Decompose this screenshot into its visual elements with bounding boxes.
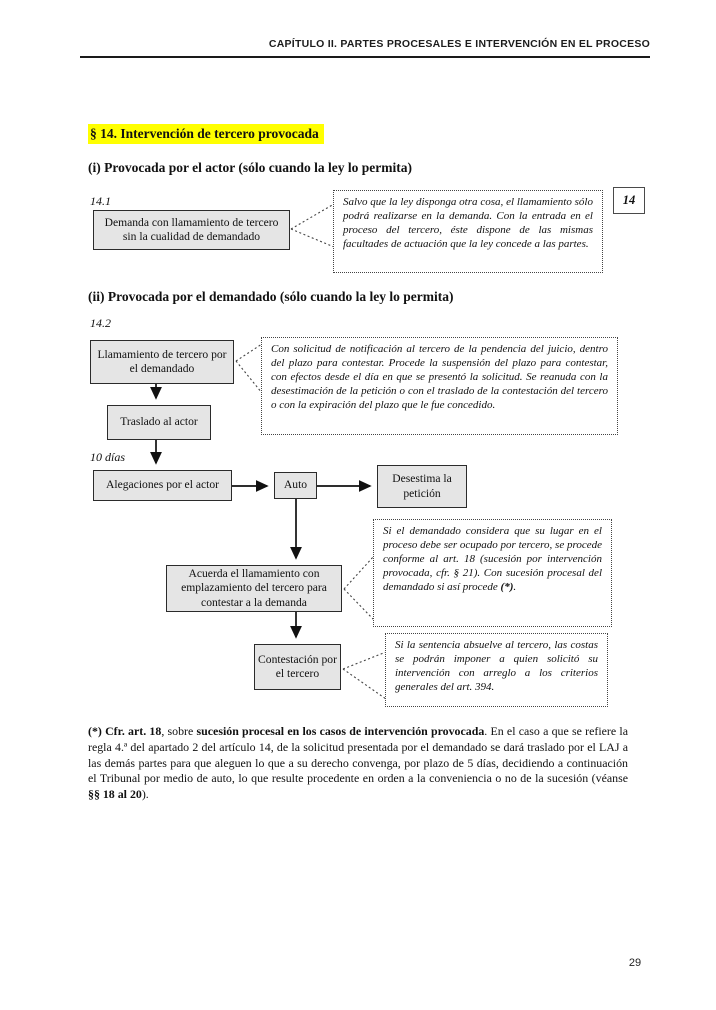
heading-provocada-demandado: (ii) Provocada por el demandado (sólo cuando la ley lo permita) bbox=[88, 289, 454, 304]
callout-note-salvo: Salvo que la ley disponga otra cosa, el llamamiento sólo podrá realizarse en la demanda. Con la entrada en el proceso del tercero, éste dispone de las mismas facultades de actuación que la ley concede a las partes. bbox=[333, 190, 603, 273]
callout-tail-costas bbox=[343, 652, 386, 699]
flow-box-acuerda: Acuerda el llamamiento con emplazamiento del tercero para contestar a la demanda bbox=[166, 565, 342, 612]
flow-box-desestima: Desestima la petición bbox=[377, 465, 467, 508]
edge-label-10-dias: 10 días bbox=[90, 450, 126, 464]
margin-number-box: 14 bbox=[613, 187, 645, 214]
section-title bbox=[88, 126, 324, 142]
heading-provocada-actor: (i) Provocada por el actor (sólo cuando la ley lo permita) bbox=[88, 160, 412, 175]
flow-box-demanda: Demanda con llamamiento de tercero sin la cualidad de demandado bbox=[93, 210, 290, 250]
section-title-highlight: § 14. Intervención de tercero provocada bbox=[88, 124, 324, 144]
flow-box-llamamiento: Llamamiento de tercero por el demandado bbox=[90, 340, 234, 384]
callout-note-sucesion: Si el demandado considera que su lugar en el proceso debe ser ocupado por tercero, se procede conforme al art. 18 (sucesión por intervención provocada, cfr. § 21). Con sucesión procesal del demandado si así procede (*). bbox=[373, 519, 612, 627]
step-label-14-1: 14.1 bbox=[90, 194, 111, 208]
callout-note-costas: Si la sentencia absuelve al tercero, las costas se podrán imponer a quien solicitó su intervención con arreglo a los criterios generales del art. 394. bbox=[385, 633, 608, 707]
callout-note-solicitud: Con solicitud de notificación al tercero de la pendencia del juicio, dentro del plazo para contestar. Procede la suspensión del plazo para contestar, con efectos desde el día en que se presentó la solicitud. Se reanuda con la desestimación de la petición o con el traslado de la contestación del tercero o con la expiración del plazo que le fue concedido. bbox=[261, 337, 618, 435]
flow-box-traslado: Traslado al actor bbox=[107, 405, 211, 440]
flow-box-alegaciones: Alegaciones por el actor bbox=[93, 470, 232, 501]
page-number: 29 bbox=[628, 957, 642, 969]
callout-tail-sucesion bbox=[344, 556, 374, 620]
header-rule bbox=[80, 56, 650, 58]
chapter-header: CAPÍTULO II. PARTES PROCESALES E INTERVENCIÓN EN EL PROCESO bbox=[268, 38, 650, 50]
callout-tail-salvo bbox=[291, 204, 334, 247]
flow-box-contestacion: Contestación por el tercero bbox=[254, 644, 341, 690]
footnote: (*) Cfr. art. 18, sobre sucesión procesal en los casos de intervención provocada. En el caso a que se refiere la regla 4.ª del apartado 2 del artículo 14, de la solicitud presentada por el demandado se dará traslado por el LAJ a las demás partes para que aleguen lo que a su derecho convenga, por plazo de 5 días, decidiendo a continuación el Tribunal por medio de auto, lo que resulte procedente en orden a la conveniencia o no de la sucesión (véanse §§ 18 al 20). bbox=[88, 724, 628, 802]
callout-tail-solicitud bbox=[236, 344, 262, 393]
step-label-14-2: 14.2 bbox=[90, 316, 111, 330]
flow-box-auto: Auto bbox=[274, 472, 317, 499]
